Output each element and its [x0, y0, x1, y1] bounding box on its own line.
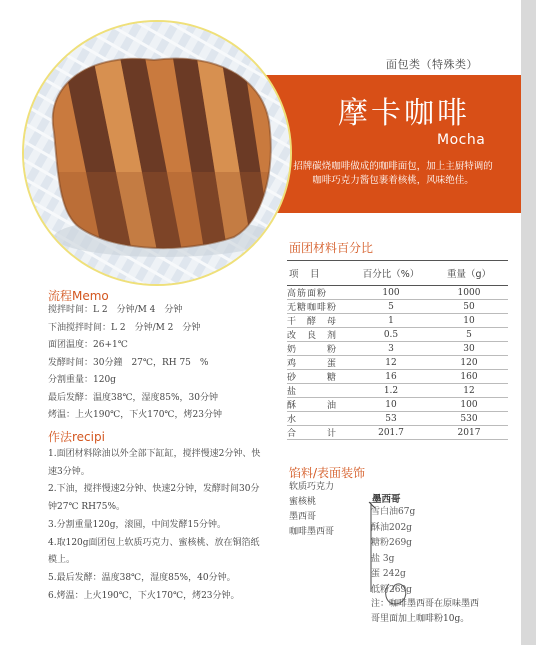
table-row	[287, 384, 508, 398]
method-step: 3.分割重量120g，滚圆，中间发酵15分钟。	[48, 519, 226, 530]
process-line: 搅拌时间：L 2 分钟/M 4 分钟	[48, 305, 183, 315]
ingredient-weight: 12	[430, 384, 508, 398]
ingredient-name: 酥 油	[287, 398, 352, 412]
filling-item: 咖啡墨西哥	[289, 527, 335, 537]
ingredient-name: 砂 糖	[287, 370, 352, 384]
method-step: 6.烤温：上火190℃，下火170℃，烤23分钟。	[48, 590, 240, 601]
method-step: 1.面团材料除油以外全部下缸缸，搅拌慢速2分钟、快速3分钟。	[48, 449, 261, 477]
dough-table-title: 面团材料百分比	[289, 241, 374, 255]
ingredient-percent: 5	[352, 300, 430, 314]
table-row	[287, 370, 508, 384]
ingredient-weight: 1000	[430, 286, 508, 300]
recipe-title-english: Mocha	[437, 132, 486, 148]
ingredient-weight: 10	[430, 314, 508, 328]
filling-note: 注：咖啡墨西哥在原味墨西哥里面加上咖啡粉10g。	[371, 599, 480, 624]
ingredient-name: 鸡 蛋	[287, 356, 352, 370]
mexico-item: 盐 3g	[371, 553, 395, 564]
filling-item: 墨西哥	[289, 512, 317, 522]
bread-photo-illustration	[24, 22, 290, 284]
ingredient-weight: 160	[430, 370, 508, 384]
ingredient-weight: 120	[430, 356, 508, 370]
recipe-description: 招牌碳烧咖啡做成的咖啡面包，加上主厨特调的咖啡巧克力酱包裹着核桃，风味绝佳。	[293, 161, 493, 186]
method-step: 4.取120g面团包上软质巧克力、蜜核桃、放在铜箔纸模上。	[48, 537, 260, 566]
ingredient-percent: 201.7	[352, 426, 430, 440]
method-steps	[48, 446, 266, 605]
mexico-item: 酥油202g	[371, 522, 412, 533]
ingredient-weight: 30	[430, 342, 508, 356]
process-line: 分割重量：120g	[48, 375, 116, 385]
process-line: 最后发酵：温度38℃，湿度85%，30分钟	[48, 392, 218, 403]
table-row	[287, 300, 508, 314]
mexico-item: 糖粉269g	[371, 538, 412, 548]
filling-item: 蜜核桃	[289, 497, 317, 507]
ingredient-name: 奶 粉	[287, 342, 352, 356]
ingredient-name: 改 良 剂	[287, 328, 352, 342]
dough-table	[287, 260, 508, 440]
mexico-item: 低粉269g	[371, 584, 412, 595]
process-memo-title: 流程Memo	[48, 289, 109, 303]
category-label: 面包类（特殊类）	[386, 58, 478, 71]
ingredient-name: 无糖咖啡粉	[287, 300, 352, 314]
method-title: 作法recipi	[48, 430, 105, 444]
ingredient-percent: 0.5	[352, 328, 430, 342]
ingredient-name: 合 计	[287, 426, 352, 440]
ingredient-percent: 3	[352, 342, 430, 356]
mexico-item: 蛋 242g	[371, 569, 406, 579]
handwritten-marks	[363, 500, 423, 610]
table-total-row	[287, 426, 508, 440]
table-row	[287, 286, 508, 300]
table-row	[287, 328, 508, 342]
table-header-row	[287, 261, 508, 286]
ingredient-percent: 12	[352, 356, 430, 370]
ingredient-weight: 2017	[430, 426, 508, 440]
ingredient-weight: 530	[430, 412, 508, 426]
ingredient-name: 干 酵 母	[287, 314, 352, 328]
ingredient-percent: 1	[352, 314, 430, 328]
mexico-title: 墨西哥	[372, 494, 401, 505]
page-edge-bar	[521, 0, 536, 645]
ingredient-weight: 100	[430, 398, 508, 412]
filling-title: 馅料/表面装饰	[289, 466, 366, 480]
table-row	[287, 314, 508, 328]
bread-photo	[22, 20, 292, 286]
method-step: 5.最后发酵：温度38℃，湿度85%，40分钟。	[48, 572, 236, 583]
table-row	[287, 412, 508, 426]
ingredient-percent: 16	[352, 370, 430, 384]
ingredient-percent: 10	[352, 398, 430, 412]
ingredient-name: 水	[287, 412, 352, 426]
ingredient-percent: 1.2	[352, 384, 430, 398]
table-row	[287, 398, 508, 412]
filling-list	[289, 480, 334, 540]
ingredient-percent: 53	[352, 412, 430, 426]
column-header-percent: 百分比（%）	[352, 261, 430, 286]
column-header-item: 项 目	[287, 261, 352, 286]
recipe-title: 摩卡咖啡	[338, 96, 470, 131]
filling-item: 软质巧克力	[289, 482, 335, 492]
method-step: 2.下油，搅拌慢速2分钟、快速2分钟，发酵时间30分钟27℃ RH75%。	[48, 484, 260, 513]
process-line: 发酵时间：30分鐘 27℃，RH 75 %	[48, 357, 209, 368]
dough-table-wrap	[287, 260, 508, 440]
ingredient-percent: 100	[352, 286, 430, 300]
mexico-item: 雪白油67g	[371, 507, 416, 517]
process-line: 烤温：上火190℃，下火170℃，烤23分钟	[48, 410, 222, 420]
ingredient-name: 高筋面粉	[287, 286, 352, 300]
process-line: 面团温度：26+1℃	[48, 340, 128, 350]
table-row	[287, 356, 508, 370]
ingredient-weight: 50	[430, 300, 508, 314]
process-memo-list	[48, 302, 222, 425]
ingredient-weight: 5	[430, 328, 508, 342]
process-line: 下油搅拌时间：L 2 分钟/M 2 分钟	[48, 322, 201, 333]
ingredient-name: 盐	[287, 384, 352, 398]
column-header-weight: 重量（g）	[430, 261, 508, 286]
table-row	[287, 342, 508, 356]
